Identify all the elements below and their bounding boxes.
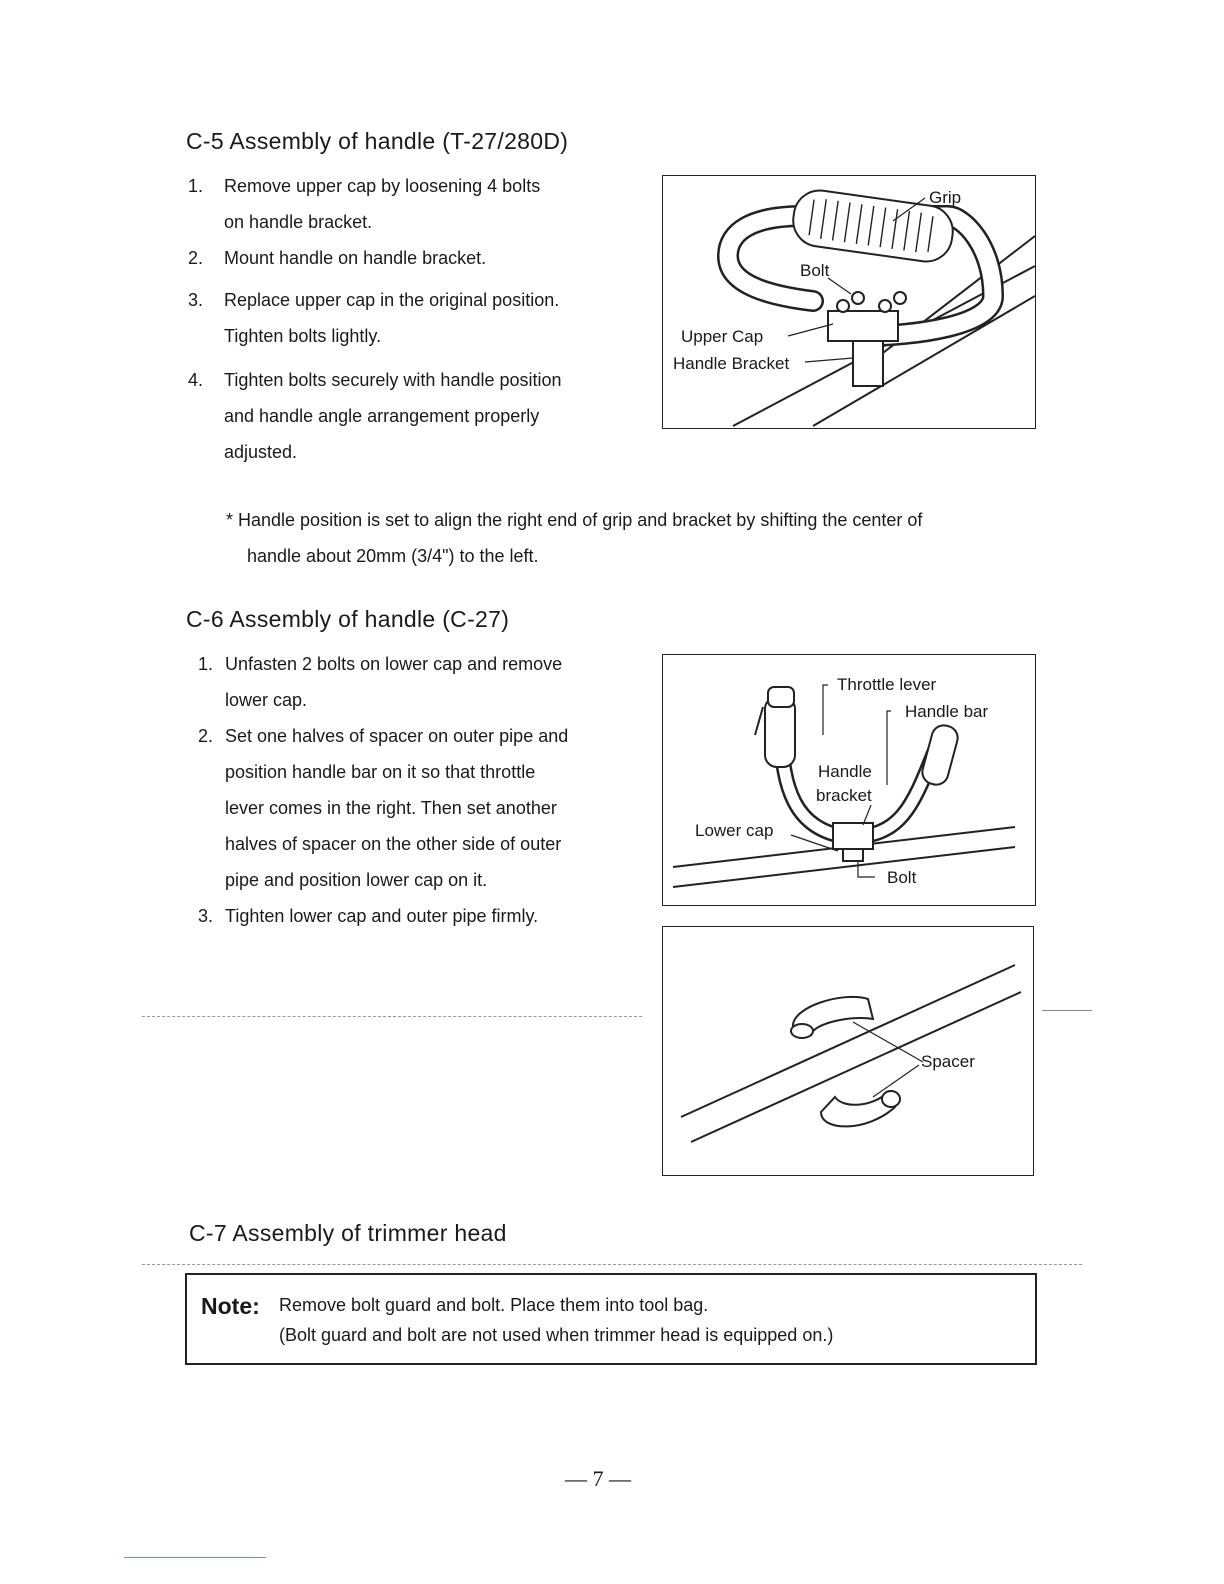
label-lower-cap: Lower cap	[695, 821, 774, 840]
c27-handle-illustration	[663, 655, 1035, 905]
c5-note-line-1: * Handle position is set to align the right end of grip and bracket by shifting the center of	[226, 510, 923, 530]
step-c5-1	[188, 168, 648, 240]
heading-c7: C-7 Assembly of trimmer head	[189, 1220, 507, 1246]
label-bolt: Bolt	[800, 261, 830, 280]
step-c5-2	[188, 240, 648, 276]
label-bolt: Bolt	[887, 868, 917, 887]
label-spacer: Spacer	[921, 1052, 975, 1071]
handle-bracket-illustration	[663, 176, 1035, 428]
scan-artifact-line	[1042, 1010, 1092, 1011]
step-number: 1.	[188, 176, 204, 196]
step-number: 3.	[188, 290, 204, 310]
step-number: 4.	[188, 370, 204, 390]
heading-c6: C-6 Assembly of handle (C-27)	[186, 606, 510, 632]
step-number: 2.	[198, 726, 214, 746]
figure-spacer	[662, 926, 1034, 1176]
scan-artifact-line	[124, 1557, 266, 1558]
note-box	[185, 1273, 1037, 1365]
step-c6-3	[198, 898, 648, 934]
steps-c6	[198, 646, 648, 934]
scan-artifact-line	[142, 1264, 1082, 1265]
step-text: Unfasten 2 bolts on lower cap and remove	[225, 654, 563, 674]
step-text-cont: halves of spacer on the other side of outer	[225, 834, 562, 854]
note-label: Note:	[201, 1293, 260, 1319]
step-text: Remove upper cap by loosening 4 bolts	[224, 176, 541, 196]
figure-c27-handle	[662, 654, 1036, 906]
step-text: Set one halves of spacer on outer pipe and	[225, 726, 569, 746]
step-text-cont: lower cap.	[225, 690, 308, 710]
note-line-2: (Bolt guard and bolt are not used when trimmer head is equipped on.)	[279, 1325, 834, 1345]
figure-handle-bracket	[662, 175, 1036, 429]
step-number: 3.	[198, 906, 214, 926]
label-handle-bar: Handle bar	[905, 702, 989, 721]
step-text-cont: Tighten bolts lightly.	[224, 326, 382, 346]
label-throttle-lever: Throttle lever	[837, 675, 937, 694]
step-c5-4	[188, 362, 648, 470]
step-text-cont: position handle bar on it so that throttle	[225, 762, 536, 782]
c5-note-line-2: handle about 20mm (3/4") to the left.	[247, 546, 539, 566]
spacer-illustration	[663, 927, 1033, 1175]
label-handle-bracket: Handle Bracket	[673, 354, 790, 373]
step-text: Tighten lower cap and outer pipe firmly.	[225, 906, 539, 926]
steps-c5	[188, 168, 648, 470]
step-text-cont: on handle bracket.	[224, 212, 373, 232]
step-text-cont: lever comes in the right. Then set another	[225, 798, 557, 818]
step-c6-2	[198, 718, 648, 898]
step-text: Replace upper cap in the original position.	[224, 290, 560, 310]
label-grip: Grip	[929, 188, 962, 207]
label-handle: Handle	[818, 762, 872, 781]
step-text: Tighten bolts securely with handle position	[224, 370, 562, 390]
label-bracket: bracket	[816, 786, 872, 805]
label-upper-cap: Upper Cap	[681, 327, 764, 346]
step-c6-1	[198, 646, 648, 718]
step-text-cont: pipe and position lower cap on it.	[225, 870, 488, 890]
step-number: 2.	[188, 248, 204, 268]
step-number: 1.	[198, 654, 214, 674]
scan-artifact-line	[142, 1016, 642, 1017]
step-text: Mount handle on handle bracket.	[224, 248, 487, 268]
step-text-cont: and handle angle arrangement properly	[224, 406, 540, 426]
step-c5-3	[188, 282, 648, 354]
page-number: — 7 —	[565, 1466, 631, 1491]
note-line-1: Remove bolt guard and bolt. Place them into tool bag.	[279, 1295, 709, 1315]
heading-c5: C-5 Assembly of handle (T-27/280D)	[186, 128, 569, 154]
step-text-cont: adjusted.	[224, 442, 298, 462]
